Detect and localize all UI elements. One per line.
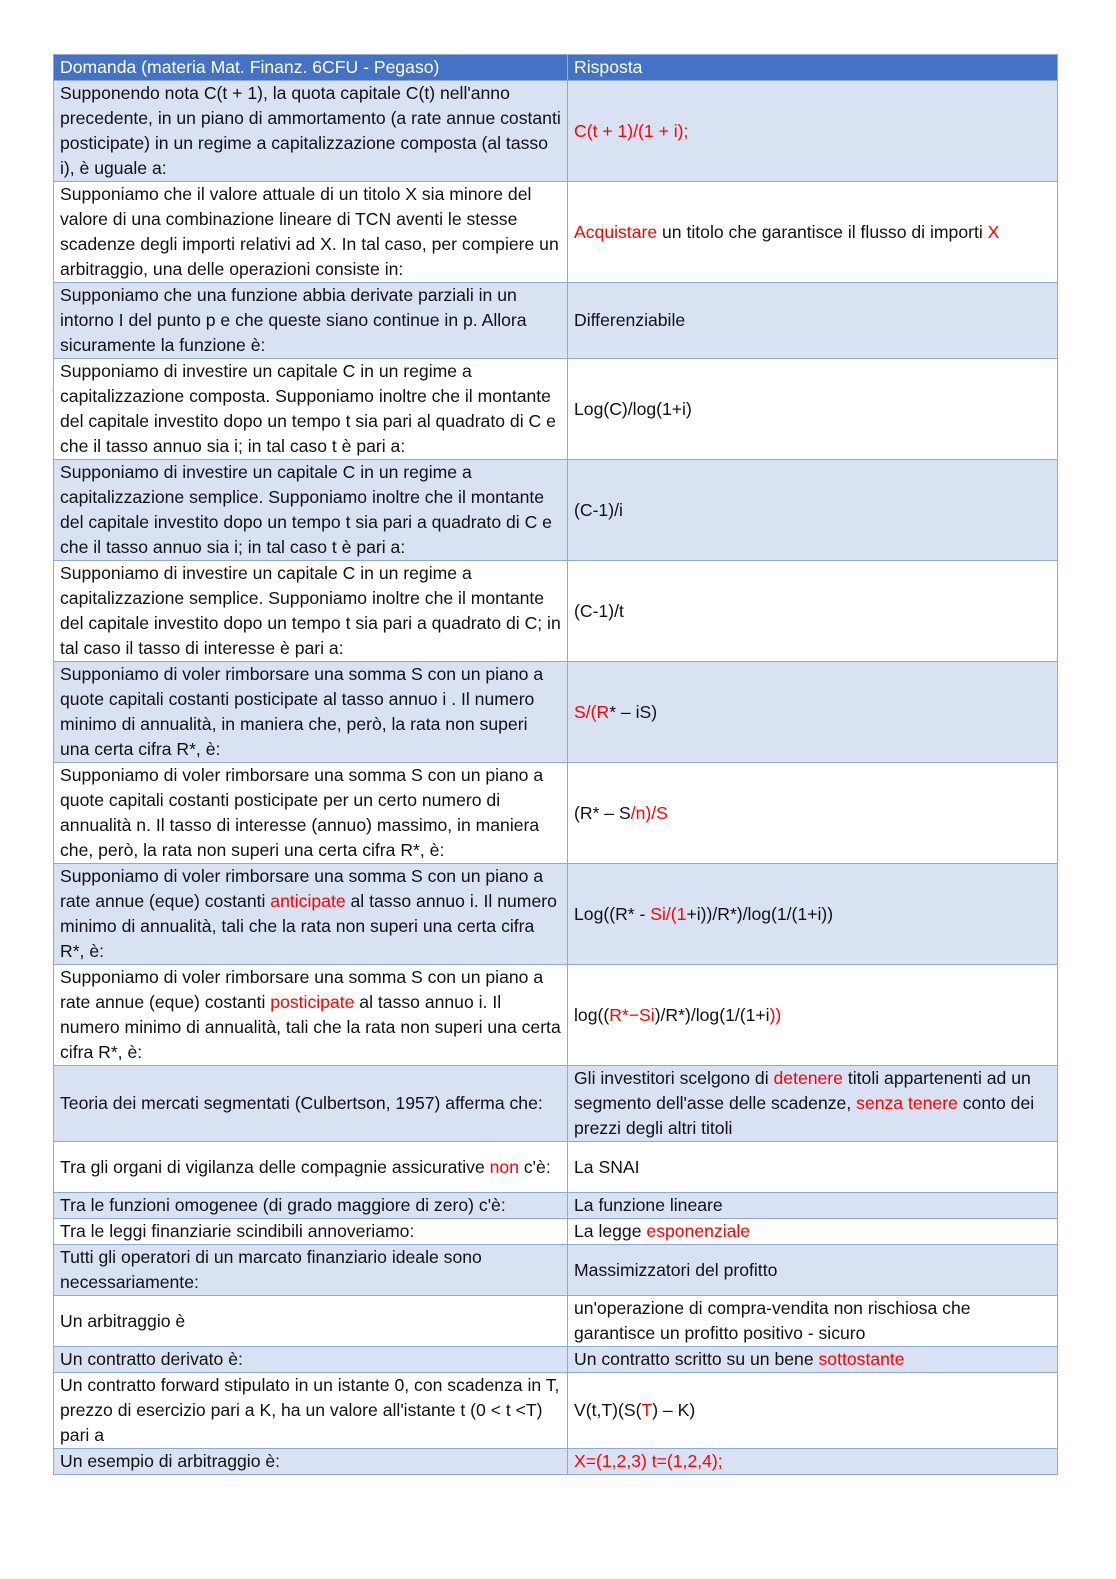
question-cell: [54, 1142, 568, 1193]
highlighted-text: senza tenere: [856, 1093, 958, 1113]
cell-text: c'è:: [519, 1156, 551, 1177]
answer-cell: [568, 1296, 1058, 1347]
table-row: [54, 662, 1058, 763]
question-cell: [54, 965, 568, 1066]
question-cell: [54, 1373, 568, 1449]
table-row: [54, 1449, 1058, 1475]
question-cell: [54, 1066, 568, 1142]
cell-text: al tasso annuo i. Il numero minimo di annualità, tali che la rata non superi una certa cifra R*, è:: [60, 891, 557, 961]
highlighted-text: sottostante: [818, 1349, 905, 1369]
answer-cell: [568, 1373, 1058, 1449]
answer-cell: [568, 1066, 1058, 1142]
question-cell: [54, 763, 568, 864]
highlighted-text: X=(1,2,3) t=(1,2,4);: [574, 1451, 723, 1471]
question-cell: [54, 1347, 568, 1373]
answer-cell: [568, 864, 1058, 965]
table-row: [54, 460, 1058, 561]
question-cell: [54, 1193, 568, 1219]
table-row: [54, 1296, 1058, 1347]
highlighted-text: non: [489, 1156, 519, 1177]
question-cell: [54, 1245, 568, 1296]
cell-text: Log(C)/log(1+i): [574, 398, 692, 419]
cell-text: Tra le funzioni omogenee (di grado maggiore di zero) c'è:: [60, 1195, 506, 1215]
cell-text: ) – K): [652, 1400, 696, 1420]
cell-text: Un contratto scritto su un bene: [574, 1349, 819, 1369]
answer-cell: [568, 662, 1058, 763]
cell-text: Tra le leggi finanziarie scindibili annoveriamo:: [60, 1221, 415, 1241]
cell-text: Supponiamo che il valore attuale di un titolo X sia minore del valore di una combinazione lineare di TCN aventi le stesse scadenze degli importi relativi ad X. In tal caso, per compiere un arbitraggio, una delle operazioni consiste in:: [60, 184, 559, 279]
question-cell: [54, 1449, 568, 1475]
cell-text: Supponiamo di investire un capitale C in un regime a capitalizzazione semplice. Supponiamo inoltre che il montante del capitale investito dopo un tempo t sia pari a quadrato di C e che il tasso annuo sia i; in tal caso t è pari a:: [60, 462, 552, 557]
cell-text: Un contratto forward stipulato in un istante 0, con scadenza in T, prezzo di esercizio pari a K, ha un valore all'istante t (0 < t <T) pari a: [60, 1375, 560, 1445]
cell-text: )/R*)/log(1/(1+i: [654, 1004, 770, 1025]
question-cell: [54, 662, 568, 763]
cell-text: V(t,T)(S(: [574, 1400, 642, 1420]
cell-text: Tra gli organi di vigilanza delle compagnie assicurative: [60, 1156, 490, 1177]
question-cell: [54, 460, 568, 561]
cell-text: Supponiamo di voler rimborsare una somma S con un piano a quote capitali costanti posticipate al tasso annuo i . Il numero minimo di annualità, in maniera che, però, la rata non superi una certa cifra R*, è:: [60, 664, 544, 759]
cell-text: titoli appartenenti ad un segmento dell'asse delle scadenze,: [574, 1068, 1031, 1113]
highlighted-text: posticipate: [270, 992, 355, 1012]
cell-text: Supponiamo di investire un capitale C in un regime a capitalizzazione semplice. Supponiamo inoltre che il montante del capitale investito dopo un tempo t sia pari a quadrato di C; in tal caso il tasso di interesse è pari a:: [60, 563, 561, 658]
table-row: [54, 182, 1058, 283]
cell-text: La SNAI: [574, 1156, 640, 1177]
answer-cell: [568, 182, 1058, 283]
qa-table: [53, 54, 1058, 1475]
highlighted-text: X: [987, 221, 1000, 242]
cell-text: Supponiamo di voler rimborsare una somma S con un piano a quote capitali costanti posticipate per un certo numero di annualità n. Il tasso di interesse (annuo) massimo, in maniera che, però, la rata non superi una certa cifra R*, è:: [60, 765, 544, 860]
table-row: [54, 283, 1058, 359]
cell-text: Supponiamo di voler rimborsare una somma S con un piano a rate annue (eque) costanti: [60, 866, 544, 911]
cell-text: Supponiamo che una funzione abbia derivate parziali in un intorno I del punto p e che queste siano continue in p. Allora sicuramente la funzione è:: [60, 285, 527, 355]
question-cell: [54, 1296, 568, 1347]
cell-text: Log((R* -: [574, 903, 651, 924]
table-row: [54, 864, 1058, 965]
highlighted-text: detenere: [773, 1068, 843, 1088]
answer-cell: [568, 763, 1058, 864]
highlighted-text: esponenziale: [646, 1221, 751, 1241]
question-cell: [54, 182, 568, 283]
highlighted-text: anticipate: [270, 891, 346, 911]
table-row: [54, 1373, 1058, 1449]
table-row: [54, 1066, 1058, 1142]
cell-text: log((: [574, 1004, 610, 1025]
cell-text: (C-1)/t: [574, 600, 624, 621]
cell-text: un titolo che garantisce il flusso di importi: [657, 221, 988, 242]
answer-cell: [568, 1347, 1058, 1373]
cell-text: Supponiamo di voler rimborsare una somma S con un piano a rate annue (eque) costanti: [60, 967, 544, 1012]
cell-text: Gli investitori scelgono di: [574, 1068, 774, 1088]
header-question: Domanda (materia Mat. Finanz. 6CFU - Pegaso): [54, 55, 568, 81]
question-cell: [54, 359, 568, 460]
answer-cell: [568, 1219, 1058, 1245]
highlighted-text: )): [769, 1004, 782, 1025]
table-row: [54, 561, 1058, 662]
table-row: [54, 81, 1058, 182]
header-answer: Risposta: [568, 55, 1058, 81]
table-row: [54, 1245, 1058, 1296]
question-cell: [54, 283, 568, 359]
answer-cell: [568, 1193, 1058, 1219]
table-row: [54, 965, 1058, 1066]
cell-text: Un esempio di arbitraggio è:: [60, 1451, 281, 1471]
highlighted-text: /n)/S: [630, 802, 668, 823]
cell-text: Supponendo nota C(t + 1), la quota capitale C(t) nell'anno precedente, in un piano di ammortamento (a rate annue costanti posticipate) in un regime a capitalizzazione composta (al tasso i), è uguale a:: [60, 83, 561, 178]
table-row: [54, 1193, 1058, 1219]
answer-cell: [568, 965, 1058, 1066]
cell-text: Differenziabile: [574, 310, 686, 330]
cell-text: La funzione lineare: [574, 1195, 723, 1215]
cell-text: Teoria dei mercati segmentati (Culbertson, 1957) afferma che:: [60, 1093, 543, 1113]
answer-cell: [568, 81, 1058, 182]
answer-cell: [568, 460, 1058, 561]
question-cell: [54, 561, 568, 662]
table-row: [54, 1219, 1058, 1245]
table-row: [54, 359, 1058, 460]
cell-text: conto dei prezzi degli altri titoli: [574, 1093, 1035, 1138]
cell-text: Tutti gli operatori di un marcato finanziario ideale sono necessariamente:: [60, 1247, 482, 1292]
highlighted-text: Acquistare: [574, 221, 658, 242]
highlighted-text: R*−Si: [609, 1004, 655, 1025]
answer-cell: [568, 1142, 1058, 1193]
cell-text: Massimizzatori del profitto: [574, 1259, 778, 1280]
answer-cell: [568, 359, 1058, 460]
cell-text: +i))/R*)/log(1/(1+i)): [686, 903, 834, 924]
answer-cell: [568, 561, 1058, 662]
cell-text: un'operazione di compra-vendita non rischiosa che garantisce un profitto positivo - sicuro: [574, 1298, 971, 1343]
table-row: [54, 1347, 1058, 1373]
highlighted-text: C(t + 1)/(1 + i);: [574, 120, 689, 141]
answer-cell: [568, 1449, 1058, 1475]
highlighted-text: T: [641, 1400, 653, 1420]
table-row: [54, 1142, 1058, 1193]
cell-text: (C-1)/i: [574, 499, 623, 520]
cell-text: Supponiamo di investire un capitale C in un regime a capitalizzazione composta. Supponiamo inoltre che il montante del capitale investito dopo un tempo t sia pari al quadrato di C e che il tasso annuo sia i; in tal caso t è pari a:: [60, 361, 556, 456]
highlighted-text: Si/(1: [650, 903, 687, 924]
highlighted-text: S/(R: [574, 701, 610, 722]
question-cell: [54, 81, 568, 182]
answer-cell: [568, 1245, 1058, 1296]
table-header-row: [54, 55, 1058, 81]
cell-text: Un arbitraggio è: [60, 1310, 186, 1331]
cell-text: La legge: [574, 1221, 647, 1241]
question-cell: [54, 1219, 568, 1245]
table-row: [54, 763, 1058, 864]
cell-text: al tasso annuo i. Il numero minimo di annualità, tali che la rata non superi una certa cifra R*, è:: [60, 992, 561, 1062]
cell-text: Un contratto derivato è:: [60, 1349, 243, 1369]
cell-text: * – iS): [609, 701, 658, 722]
question-cell: [54, 864, 568, 965]
cell-text: (R* – S: [574, 802, 631, 823]
answer-cell: [568, 283, 1058, 359]
